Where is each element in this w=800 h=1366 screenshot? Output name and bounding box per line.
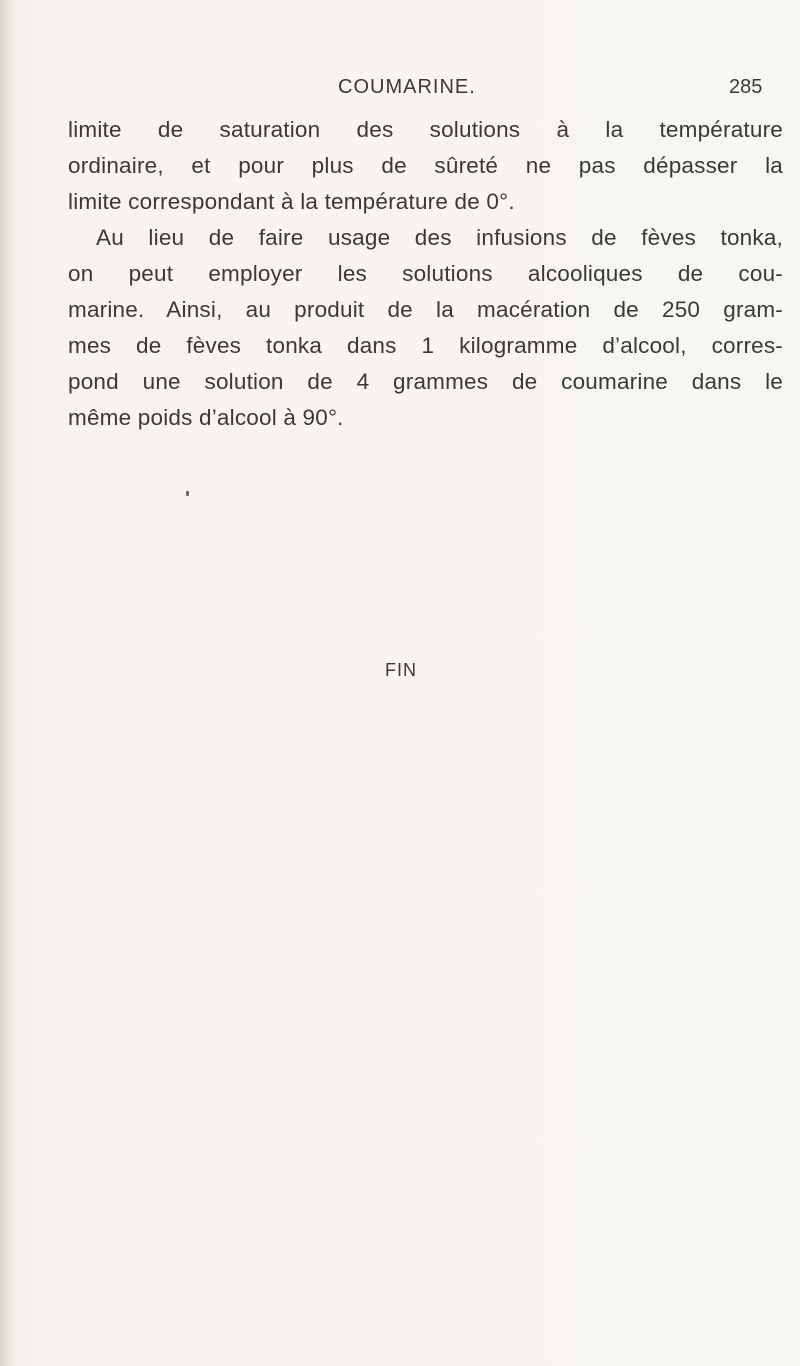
text-line: ordinaire, et pour plus de sûreté ne pas dépasser la — [68, 153, 783, 178]
paragraph-1 — [68, 112, 783, 220]
ink-speck — [186, 491, 189, 496]
text-line: mes de fèves tonka dans 1 kilogramme d’alcool, corres- — [68, 333, 783, 358]
text-line: même poids d’alcool à 90°. — [68, 405, 344, 430]
text-line: on peut employer les solutions alcooliques de cou- — [68, 261, 783, 286]
text-line: limite correspondant à la température de 0°. — [68, 189, 515, 214]
body-text — [68, 112, 783, 436]
text-line: marine. Ainsi, au produit de la macération de 250 gram- — [68, 297, 783, 322]
text-line: limite de saturation des solutions à la température — [68, 117, 783, 142]
page-number: 285 — [729, 76, 763, 98]
paragraph-2 — [68, 220, 783, 436]
running-title: COUMARINE. — [338, 76, 476, 98]
text-line: Au lieu de faire usage des infusions de fèves tonka, — [96, 225, 783, 250]
page-binding-edge — [0, 0, 16, 1366]
page-header — [0, 76, 800, 104]
text-line: pond une solution de 4 grammes de coumarine dans le — [68, 369, 783, 394]
end-mark: FIN — [385, 660, 417, 680]
